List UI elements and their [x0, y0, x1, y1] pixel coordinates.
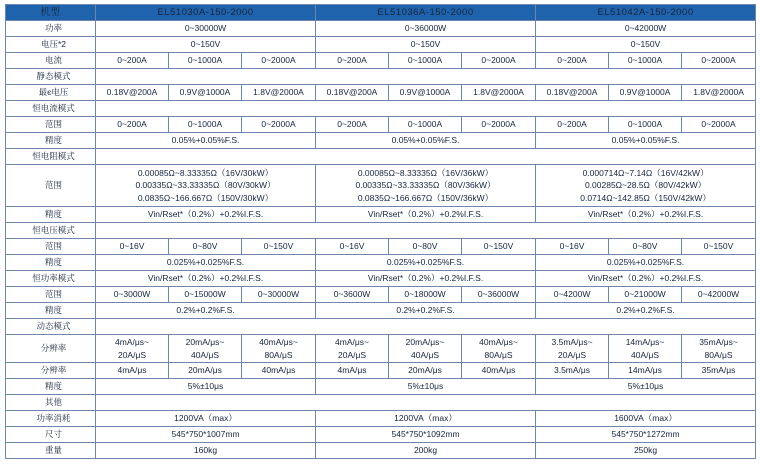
- crrange-m2-l2: 0.00335Ω~33.33335Ω（80V/36kW）: [355, 180, 496, 191]
- crrange-model-2: [316, 165, 536, 207]
- header-model-1: EL51030A-150-2000: [96, 5, 316, 21]
- res1-m1-c2-l2: 40A/μS: [190, 349, 220, 360]
- res1-m1-c3-l2: 80A/μS: [264, 349, 293, 360]
- ccrange-m3-c1: 0~200A: [536, 117, 609, 133]
- cracc-model-1: Vin/Rset*（0.2%）+0.2%I.F.S.: [96, 206, 316, 222]
- size-model-2: 545*750*1092mm: [316, 427, 536, 443]
- res2-m2-c1: 4mA/μs: [316, 363, 389, 379]
- res1-m3-c1-l2: 20A/μS: [558, 349, 587, 360]
- cprange-m2-c1: 0~3600W: [316, 286, 389, 302]
- pc-model-1: 1200VA（max）: [96, 411, 316, 427]
- power-model-3: 0~42000W: [536, 21, 756, 37]
- table-row-voltage: [6, 37, 756, 53]
- section-label-static-mode: 静态模式: [6, 69, 96, 85]
- row-label-cr-range: 范围: [6, 165, 96, 207]
- cprange-m2-c3: 0~36000W: [462, 286, 536, 302]
- cprange-m1-c3: 0~30000W: [242, 286, 316, 302]
- table-section-dynamic-mode: [6, 318, 756, 334]
- cvrange-m1-c3: 0~150V: [242, 238, 316, 254]
- cvrange-m1-c2: 0~80V: [169, 238, 242, 254]
- section-static-mode-blank: [96, 69, 756, 85]
- crrange-m3-l2: 0.00285Ω~28.5Ω（80V/42kW）: [584, 180, 707, 191]
- cpacc-model-2: 0.2%+0.2%F.S.: [316, 302, 536, 318]
- minv-m3-c2: 0.9V@1000A: [609, 85, 682, 101]
- cvrange-m3-c2: 0~80V: [609, 238, 682, 254]
- dynacc-model-1: 5%±10μs: [96, 379, 316, 395]
- row-label-power: 功率: [6, 21, 96, 37]
- res1-m3-c3-l1: 35mA/μs~: [699, 336, 738, 347]
- current-m3-c3: 0~2000A: [682, 53, 756, 69]
- res1-m1-c1-l1: 4mA/μs~: [115, 336, 149, 347]
- res1-m1-c3-l1: 40mA/μs~: [259, 336, 298, 347]
- row-label-cp-accuracy: 精度: [6, 302, 96, 318]
- table-row-cp-accuracy: [6, 302, 756, 318]
- section-label-other: 其他: [6, 395, 96, 411]
- minv-m1-c1: 0.18V@200A: [96, 85, 169, 101]
- crrange-m1-l1: 0.00085Ω~8.33335Ω（16V/30kW）: [137, 168, 274, 178]
- cracc-model-3: Vin/Rset*（0.2%）+0.2%I.F.S.: [536, 206, 756, 222]
- section-cc-mode-blank: [96, 101, 756, 117]
- current-m1-c2: 0~1000A: [169, 53, 242, 69]
- ccacc-model-3: 0.05%+0.05%F.S.: [536, 133, 756, 149]
- table-section-other: [6, 395, 756, 411]
- table-row-dyn-accuracy: [6, 379, 756, 395]
- res1-m3-c3-l2: 80A/μS: [704, 349, 733, 360]
- table-header-row: [6, 5, 756, 21]
- cprange-m2-c2: 0~18000W: [389, 286, 462, 302]
- res1-m1-c2: [169, 334, 242, 363]
- row-label-dyn-accuracy: 精度: [6, 379, 96, 395]
- ccrange-m2-c3: 0~2000A: [462, 117, 536, 133]
- table-row-cv-accuracy: [6, 254, 756, 270]
- power-model-2: 0~36000W: [316, 21, 536, 37]
- res1-m1-c3: [242, 334, 316, 363]
- table-row-weight: [6, 443, 756, 459]
- ccrange-m1-c2: 0~1000A: [169, 117, 242, 133]
- cvrange-m2-c2: 0~80V: [389, 238, 462, 254]
- cvrange-m3-c3: 0~150V: [682, 238, 756, 254]
- weight-model-2: 200kg: [316, 443, 536, 459]
- current-m2-c2: 0~1000A: [389, 53, 462, 69]
- current-m2-c3: 0~2000A: [462, 53, 536, 69]
- header-model-3: EL51042A-150-2000: [536, 5, 756, 21]
- cvacc-model-2: 0.025%+0.025%F.S.: [316, 254, 536, 270]
- size-model-3: 545*750*1272mm: [536, 427, 756, 443]
- current-m2-c1: 0~200A: [316, 53, 389, 69]
- table-row-power: [6, 21, 756, 37]
- res1-m2-c2-l2: 40A/μS: [410, 349, 440, 360]
- cprange-m3-c2: 0~21000W: [609, 286, 682, 302]
- table-row-power-consumption: [6, 411, 756, 427]
- res2-m3-c2: 14mA/μs: [609, 363, 682, 379]
- crrange-model-1: [96, 165, 316, 207]
- res1-m2-c2: [389, 334, 462, 363]
- header-model-label: 机型: [6, 5, 96, 21]
- row-label-resolution2: 分辨率: [6, 363, 96, 379]
- table-row-cr-accuracy: [6, 206, 756, 222]
- weight-model-3: 250kg: [536, 443, 756, 459]
- crrange-m1-l3: 0.0835Ω~166.667Ω（150V/30kW）: [137, 192, 274, 203]
- table-section-cr-mode: [6, 149, 756, 165]
- ccrange-m1-c3: 0~2000A: [242, 117, 316, 133]
- cpacc-model-1: 0.2%+0.2%F.S.: [96, 302, 316, 318]
- crrange-m2-l3: 0.0835Ω~166.667Ω（150V/36kW）: [357, 192, 494, 203]
- cpmode-model-3: Vin/Rset*（0.2%）+0.2%I.F.S.: [536, 270, 756, 286]
- res1-m1-c1: [96, 334, 169, 363]
- cprange-m3-c1: 0~4200W: [536, 286, 609, 302]
- minv-m2-c2: 0.9V@1000A: [389, 85, 462, 101]
- res1-m2-c1-l1: 4mA/μs~: [335, 336, 369, 347]
- section-label-cp-mode: 恒功率模式: [6, 270, 96, 286]
- cvrange-m2-c3: 0~150V: [462, 238, 536, 254]
- res1-m3-c2: [609, 334, 682, 363]
- size-model-1: 545*750*1007mm: [96, 427, 316, 443]
- header-model-2: EL51036A-150-2000: [316, 5, 536, 21]
- row-label-size: 尺寸: [6, 427, 96, 443]
- voltage-model-3: 0~150V: [536, 37, 756, 53]
- row-label-cv-accuracy: 精度: [6, 254, 96, 270]
- res2-m1-c2: 20mA/μs: [169, 363, 242, 379]
- current-m1-c3: 0~2000A: [242, 53, 316, 69]
- ccrange-m2-c1: 0~200A: [316, 117, 389, 133]
- row-label-cc-accuracy: 精度: [6, 133, 96, 149]
- table-section-cv-mode: [6, 222, 756, 238]
- section-label-cc-mode: 恒电流模式: [6, 101, 96, 117]
- crrange-m3-l3: 0.0714Ω~142.85Ω（150V/42kW）: [580, 192, 711, 203]
- res1-m2-c3: [462, 334, 536, 363]
- table-section-static-mode: [6, 69, 756, 85]
- res1-m3-c3: [682, 334, 756, 363]
- res2-m2-c2: 20mA/μs: [389, 363, 462, 379]
- cpmode-model-1: Vin/Rset*（0.2%）+0.2%I.F.S.: [96, 270, 316, 286]
- cprange-m1-c2: 0~15000W: [169, 286, 242, 302]
- row-label-cc-range: 范围: [6, 117, 96, 133]
- dynacc-model-2: 5%±10μs: [316, 379, 536, 395]
- cracc-model-2: Vin/Rset*（0.2%）+0.2%I.F.S.: [316, 206, 536, 222]
- ccrange-m2-c2: 0~1000A: [389, 117, 462, 133]
- res1-m2-c1-l2: 20A/μS: [337, 349, 367, 360]
- cvrange-m3-c1: 0~16V: [536, 238, 609, 254]
- table-row-current: [6, 53, 756, 69]
- res1-m3-c1: [536, 334, 609, 363]
- section-dynamic-mode-blank: [96, 318, 756, 334]
- section-cv-mode-blank: [96, 222, 756, 238]
- cvacc-model-1: 0.025%+0.025%F.S.: [96, 254, 316, 270]
- table-row-cv-range: [6, 238, 756, 254]
- section-label-cv-mode: 恒电压模式: [6, 222, 96, 238]
- res1-m1-c1-l2: 20A/μS: [117, 349, 147, 360]
- ccacc-model-1: 0.05%+0.05%F.S.: [96, 133, 316, 149]
- row-label-cv-range: 范围: [6, 238, 96, 254]
- minv-m3-c1: 0.18V@200A: [536, 85, 609, 101]
- minv-m1-c3: 1.8V@2000A: [242, 85, 316, 101]
- crrange-model-3: [536, 165, 756, 207]
- table-row-min-voltage: [6, 85, 756, 101]
- minv-m2-c1: 0.18V@200A: [316, 85, 389, 101]
- cpacc-model-3: 0.2%+0.2%F.S.: [536, 302, 756, 318]
- res2-m2-c3: 40mA/μs: [462, 363, 536, 379]
- cvrange-m2-c1: 0~16V: [316, 238, 389, 254]
- row-label-power-consumption: 功率消耗: [6, 411, 96, 427]
- power-model-1: 0~30000W: [96, 21, 316, 37]
- row-label-min-voltage: 最є电压: [6, 85, 96, 101]
- row-label-current: 电流: [6, 53, 96, 69]
- cvrange-m1-c1: 0~16V: [96, 238, 169, 254]
- row-label-resolution1: 分辨率: [6, 334, 96, 363]
- section-other-blank: [96, 395, 756, 411]
- table-row-cp-range: [6, 286, 756, 302]
- res2-m3-c3: 35mA/μs: [682, 363, 756, 379]
- res1-m2-c3-l2: 80A/μS: [484, 349, 513, 360]
- res2-m1-c1: 4mA/μs: [96, 363, 169, 379]
- table-row-size: [6, 427, 756, 443]
- res1-m2-c3-l1: 40mA/μs~: [479, 336, 518, 347]
- pc-model-3: 1600VA（max）: [536, 411, 756, 427]
- res1-m3-c1-l1: 3.5mA/μs~: [551, 336, 593, 347]
- dynacc-model-3: 5%±10μs: [536, 379, 756, 395]
- res1-m1-c2-l1: 20mA/μs~: [185, 336, 225, 347]
- row-label-weight: 重量: [6, 443, 96, 459]
- cvacc-model-3: 0.025%+0.025%F.S.: [536, 254, 756, 270]
- table-row-resolution2: [6, 363, 756, 379]
- minv-m2-c3: 1.8V@2000A: [462, 85, 536, 101]
- table-row-cc-accuracy: [6, 133, 756, 149]
- cpmode-model-2: Vin/Rset*（0.2%）+0.2%I.F.S.: [316, 270, 536, 286]
- table-row-cr-range: [6, 165, 756, 207]
- table-section-cc-mode: [6, 101, 756, 117]
- res1-m3-c2-l2: 40A/μS: [631, 349, 660, 360]
- res2-m3-c1: 3.5mA/μs: [536, 363, 609, 379]
- res1-m2-c1: [316, 334, 389, 363]
- table-row-resolution1: [6, 334, 756, 363]
- ccrange-m1-c1: 0~200A: [96, 117, 169, 133]
- crrange-m2-l1: 0.00085Ω~8.33335Ω（16V/36kW）: [357, 168, 494, 178]
- specification-table: [5, 4, 756, 459]
- ccrange-m3-c3: 0~2000A: [682, 117, 756, 133]
- current-m3-c1: 0~200A: [536, 53, 609, 69]
- minv-m1-c2: 0.9V@1000A: [169, 85, 242, 101]
- voltage-model-2: 0~150V: [316, 37, 536, 53]
- voltage-model-1: 0~150V: [96, 37, 316, 53]
- table-section-cp-mode: [6, 270, 756, 286]
- current-m3-c2: 0~1000A: [609, 53, 682, 69]
- res1-m3-c2-l1: 14mA/μs~: [625, 336, 665, 347]
- section-label-cr-mode: 恒电阻模式: [6, 149, 96, 165]
- crrange-m3-l1: 0.000714Ω~7.14Ω（16V/42kW）: [582, 168, 709, 178]
- cprange-m3-c3: 0~42000W: [682, 286, 756, 302]
- res1-m2-c2-l1: 20mA/μs~: [405, 336, 445, 347]
- weight-model-1: 160kg: [96, 443, 316, 459]
- minv-m3-c3: 1.8V@2000A: [682, 85, 756, 101]
- pc-model-2: 1200VA（max）: [316, 411, 536, 427]
- crrange-m1-l2: 0.00335Ω~33.33335Ω（80V/30kW）: [135, 180, 276, 191]
- row-label-voltage: 电压*2: [6, 37, 96, 53]
- ccrange-m3-c2: 0~1000A: [609, 117, 682, 133]
- table-row-cc-range: [6, 117, 756, 133]
- res2-m1-c3: 40mA/μs: [242, 363, 316, 379]
- cprange-m1-c1: 0~3000W: [96, 286, 169, 302]
- row-label-cr-accuracy: 精度: [6, 206, 96, 222]
- current-m1-c1: 0~200A: [96, 53, 169, 69]
- ccacc-model-2: 0.05%+0.05%F.S.: [316, 133, 536, 149]
- section-cr-mode-blank: [96, 149, 756, 165]
- section-label-dynamic-mode: 动态模式: [6, 318, 96, 334]
- row-label-cp-range: 范围: [6, 286, 96, 302]
